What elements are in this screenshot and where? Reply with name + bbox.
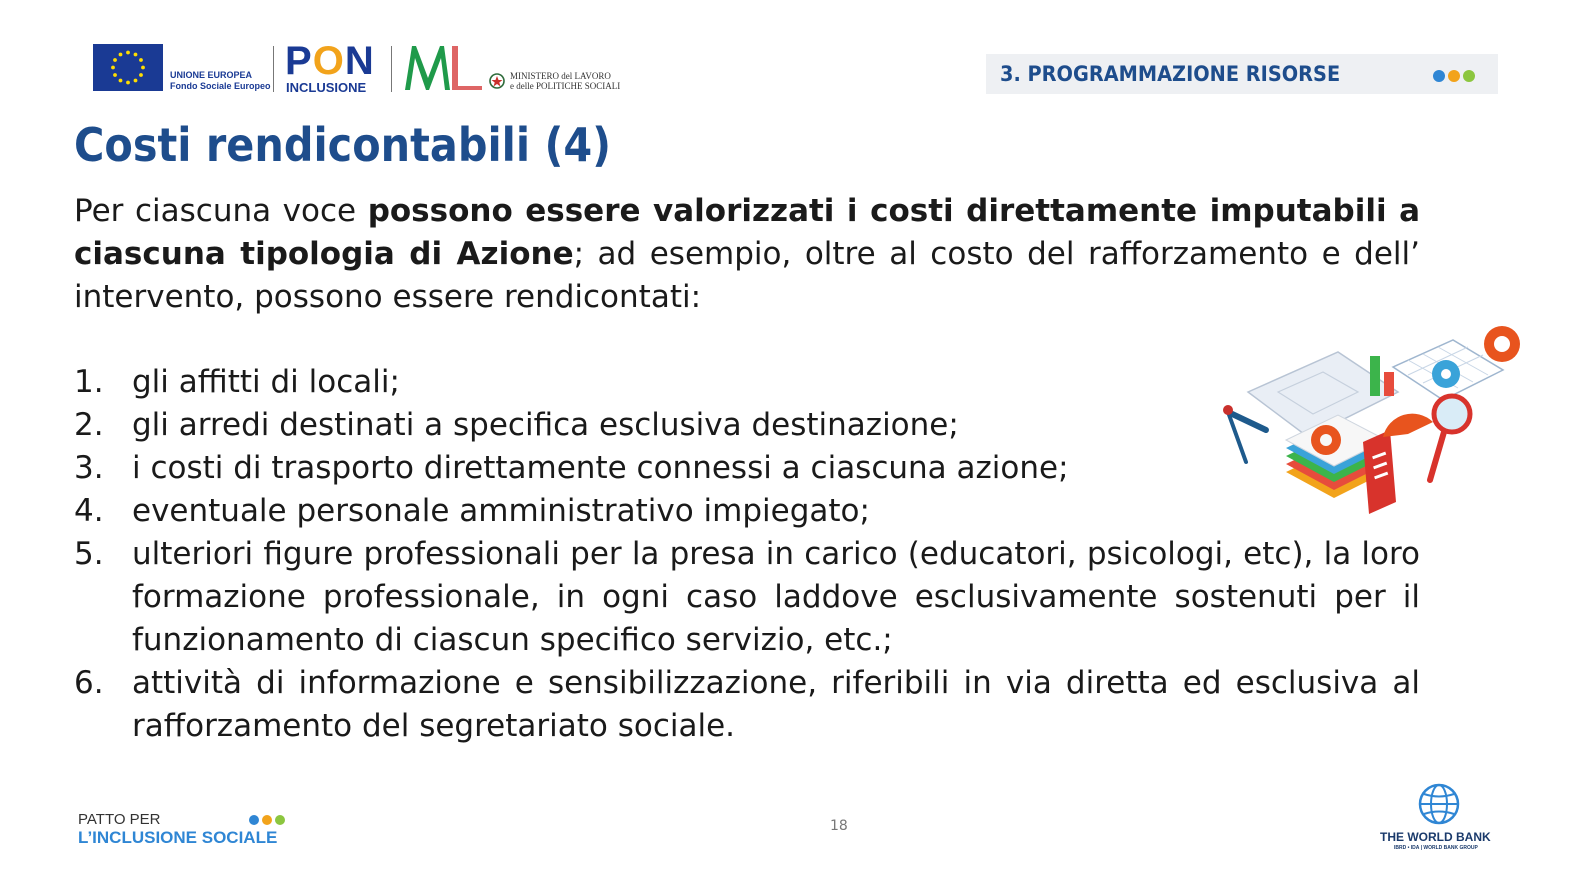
list-item-text: gli affitti di locali; (132, 364, 400, 400)
eu-line-1: UNIONE EUROPEA (170, 70, 253, 80)
italian-emblem-icon (488, 71, 506, 91)
eu-star-icon (141, 66, 145, 70)
pon-letter: N (344, 39, 375, 83)
eu-star-icon (119, 79, 123, 83)
list-item-text: ulteriori figure professionali per la presa in carico (educatori, psicologi, etc), la loro formazione professionale, in ogni caso laddove esclusivamente sostenuti per il funzionamento di ciascun specifico servizio, etc.; (132, 536, 1420, 658)
section-dot-green (1463, 70, 1475, 82)
eu-star-icon (134, 79, 138, 83)
eu-stars-icon (93, 44, 163, 91)
eu-star-icon (126, 81, 130, 85)
list-item-number: 3. (74, 450, 104, 486)
list-item-text: i costi di trasporto direttamente connessi a ciascuna azione; (132, 450, 1069, 486)
pon-wordmark (285, 39, 375, 83)
intro-paragraph (74, 190, 1420, 319)
ministry-ml-monogram-icon (402, 42, 486, 94)
footer-brand-line-1: PATTO PER (78, 811, 161, 828)
footer-dot-green (275, 815, 285, 825)
footer-dot-blue (249, 815, 259, 825)
eu-star-icon (113, 73, 117, 77)
list-item-number: 1. (74, 364, 104, 400)
eu-star-icon (139, 58, 143, 62)
intro-bold: possono essere valorizzati i costi direttamente imputabili a ciascuna tipologia di Azione (74, 193, 1420, 272)
logo-divider (273, 46, 274, 92)
ministry-line-1: MINISTERO del LAVORO (510, 71, 611, 81)
eu-logo-text (170, 70, 271, 92)
list-item-text: attività di informazione e sensibilizzazione, riferibili in via diretta ed esclusiva al rafforzamento del segretariato sociale. (132, 665, 1420, 744)
section-label: 3. PROGRAMMAZIONE RISORSE (1000, 62, 1341, 86)
eu-star-icon (113, 58, 117, 62)
section-dot-orange (1448, 70, 1460, 82)
page-number: 18 (830, 818, 848, 834)
intro-prefix: Per ciascuna voce (74, 193, 368, 229)
footer-brand-line-2: L’INCLUSIONE SOCIALE (78, 828, 278, 847)
list-item-number: 6. (74, 665, 104, 701)
eu-star-icon (126, 51, 130, 55)
eu-star-icon (134, 53, 138, 57)
world-bank-globe-icon (1417, 782, 1461, 826)
section-dot-blue (1433, 70, 1445, 82)
ministry-logo-text (510, 71, 620, 91)
world-bank-name: THE WORLD BANK (1380, 830, 1491, 844)
pon-letter-accent: O (312, 39, 345, 83)
eu-star-icon (111, 66, 115, 70)
world-bank-subtitle: IBRD • IDA | WORLD BANK GROUP (1394, 845, 1478, 851)
eu-star-icon (119, 53, 123, 57)
pon-letter: P (285, 39, 313, 83)
list-item-text: eventuale personale amministrativo impiegato; (132, 493, 870, 529)
list-item-number: 5. (74, 536, 104, 572)
pon-subtitle: INCLUSIONE (286, 80, 367, 95)
logo-divider (391, 46, 392, 92)
list-item-text: gli arredi destinati a specifica esclusiva destinazione; (132, 407, 959, 443)
list-item (74, 662, 1420, 748)
ministry-line-2: e delle POLITICHE SOCIALI (510, 81, 621, 91)
eu-flag-logo (93, 44, 163, 91)
list-item-number: 2. (74, 407, 104, 443)
eu-line-2: Fondo Sociale Europeo (170, 81, 271, 91)
list-item (74, 533, 1420, 662)
planning-tools-illustration-icon (1208, 322, 1534, 526)
page-title: Costi rendicontabili (4) (74, 118, 612, 172)
footer-dot-orange (262, 815, 272, 825)
list-item-number: 4. (74, 493, 104, 529)
eu-star-icon (139, 73, 143, 77)
intro-suffix: ; ad esempio, oltre al costo del rafforzamento e dell’ intervento, possono essere rendicontati: (74, 236, 1420, 315)
